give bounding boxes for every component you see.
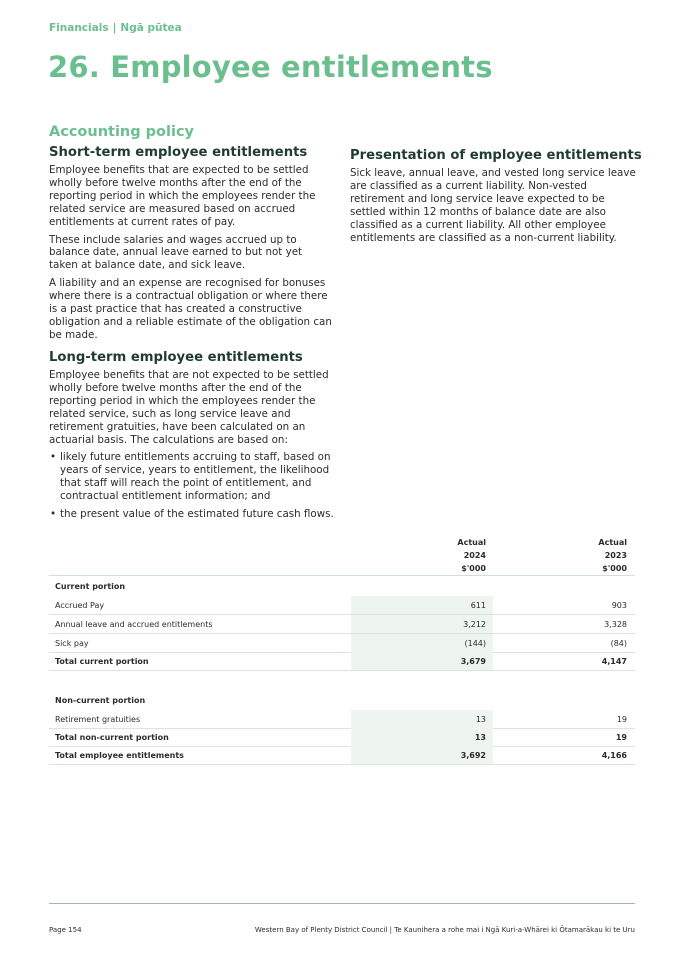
section-heading-current: Current portion: [55, 582, 126, 591]
table-row: Retirement gratuities 13 19: [49, 710, 635, 728]
table-row: Sick pay (144) (84): [49, 634, 635, 652]
table-row-total-current: Total current portion 3,679 4,147: [49, 652, 635, 670]
list-item: • likely future entitlements accruing to staff, based on years of service, years to entitlement, the likelihood that staff will reach the point of entitlement, and contractual entitlement information; and: [49, 451, 334, 503]
footer-organisation: Western Bay of Plenty District Council | Te Kaunihera a rohe mai i Ngā Kuri-a-Whārei ki Ōtamarākau ki te Uru: [254, 926, 635, 934]
table-row: Annual leave and accrued entitlements 3,212 3,328: [49, 615, 635, 633]
breadcrumb-separator: |: [112, 22, 117, 34]
table-row: Accrued Pay 611 903: [49, 596, 635, 614]
presentation-heading: Presentation of employee entitlements: [350, 148, 642, 163]
page-title: 26. Employee entitlements: [48, 50, 493, 84]
accounting-policy-heading: Accounting policy: [49, 124, 194, 140]
presentation-paragraph: Sick leave, annual leave, and vested long service leave are classified as a current liability. Non-vested retirement and long service leave expected to be settled within 12 months of balance date are also classified as a current liability. All other employee entitlements are classified as a non-current liability.: [350, 167, 636, 244]
breadcrumb-section-maori: Ngā pūtea: [120, 22, 182, 34]
long-term-heading: Long-term employee entitlements: [49, 350, 303, 365]
presentation-body: [350, 167, 636, 249]
short-term-body: [49, 164, 334, 347]
short-term-heading: Short-term employee entitlements: [49, 145, 308, 160]
list-item: • the present value of the estimated future cash flows.: [49, 508, 334, 521]
short-term-paragraph: Employee benefits that are expected to be settled wholly before twelve months after the end of the reporting period in which the employees render the related service are measured based on accrued entitlements at current rates of pay.: [49, 164, 316, 228]
column-header-2023: Actual 2023 $'000: [598, 538, 627, 573]
long-term-paragraph: Employee benefits that are not expected to be settled wholly before twelve months after the end of the reporting period in which the employees render the related service, such as long service leave and retirement gratuities, have been calculated on an actuarial basis. The calculations are based on:: [49, 369, 329, 446]
page-number: Page 154: [49, 926, 82, 934]
long-term-body: [49, 369, 334, 526]
section-heading-noncurrent: Non-current portion: [55, 696, 146, 705]
short-term-paragraph: These include salaries and wages accrued up to balance date, annual leave earned to but not yet taken at balance date, and sick leave.: [49, 233, 303, 272]
short-term-paragraph: A liability and an expense are recognised for bonuses where there is a contractual obligation or where there is a past practice that has created a constructive obligation and a reliable estimate of the obligation can be made.: [49, 277, 332, 341]
entitlements-table: [49, 536, 635, 776]
header-divider: [49, 575, 635, 576]
column-header-2024: Actual 2024 $'000: [457, 538, 486, 573]
table-row-total-noncurrent: Total non-current portion 13 19: [49, 728, 635, 746]
long-term-bullet-list: [49, 451, 334, 521]
table-row-grand-total: Total employee entitlements 3,692 4,166: [49, 746, 635, 764]
footer-divider: [49, 903, 635, 904]
breadcrumb: [49, 22, 182, 34]
breadcrumb-section: Financials: [49, 22, 109, 34]
